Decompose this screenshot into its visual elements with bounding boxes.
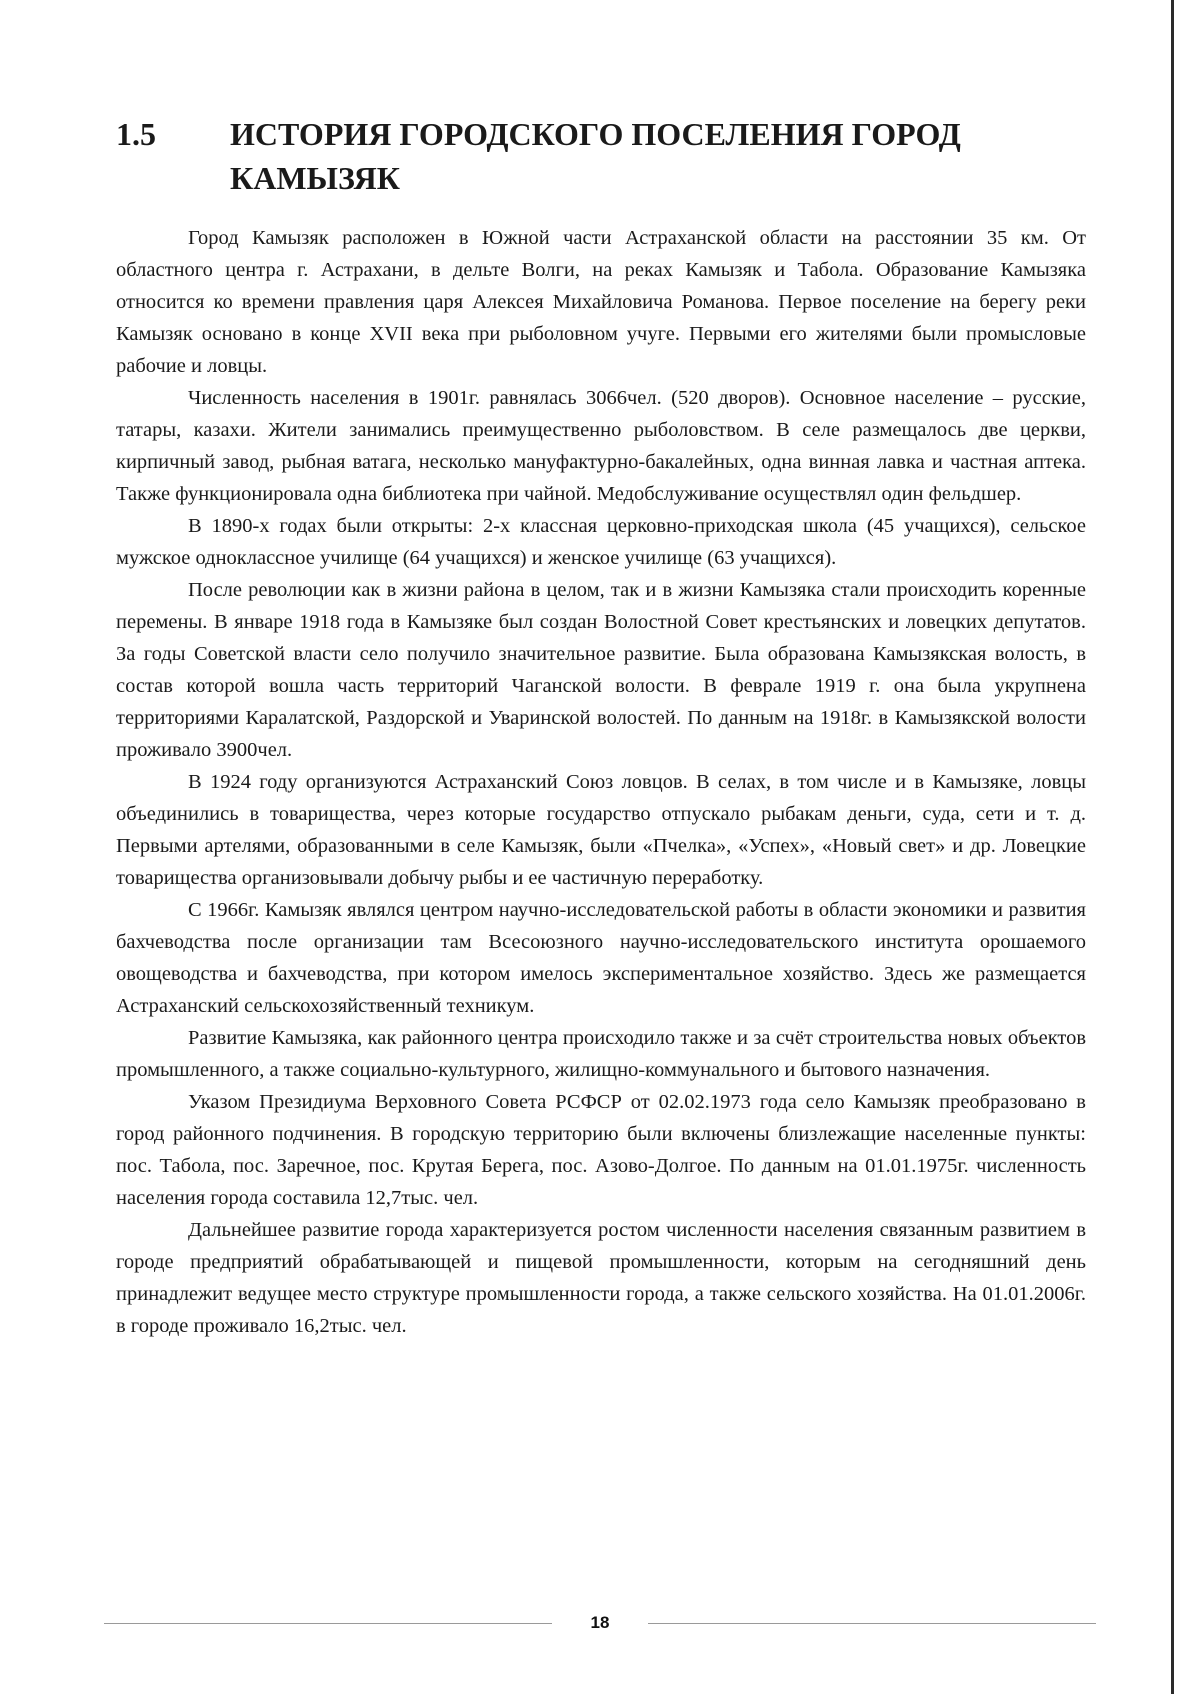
paragraph: После революции как в жизни района в целом, так и в жизни Камызяка стали происходить коренные перемены. В январе 1918 года в Камызяке был создан Волостной Совет крестьянских и ловецких депутатов. За годы Советской власти село получило значительное развитие. Была образована Камызякская волость, в состав которой вошла часть территорий Чаганской волости. В феврале 1919 г. она была укрупнена территориями Каралатской, Раздорской и Уваринской волостей. По данным на 1918г. в Камызякской волости проживало 3900чел. [116, 579, 1086, 761]
page-number: 18 [590, 1613, 610, 1632]
paragraph: В 1924 году организуются Астраханский Союз ловцов. В селах, в том числе и в Камызяке, ловцы объединились в товарищества, через которые государство отпускало рыбакам деньги, суда, сети и т. д. Первыми артелями, образованными в селе Камызяк, были «Пчелка», «Успех», «Новый свет» и др. Ловецкие товарищества организовывали добычу рыбы и ее частичную переработку. [116, 771, 1086, 889]
footer-rule-right [648, 1623, 1096, 1624]
paragraph: В 1890-х годах были открыты: 2-х классная церковно-приходская школа (45 учащихся), сельское мужское одноклассное училище (64 учащихся) и женское училище (63 учащихся). [116, 515, 1086, 569]
page-footer [104, 1604, 1096, 1644]
paragraph: Город Камызяк расположен в Южной части Астраханской области на расстоянии 35 км. От областного центра г. Астрахани, в дельте Волги, на реках Камызяк и Табола. Образование Камызяка относится ко времени правления царя Алексея Михайловича Романова. Первое поселение на берегу реки Камызяк основано в конце XVII века при рыболовном учуге. Первыми его жителями были промысловые рабочие и ловцы. [116, 227, 1086, 377]
paragraph: Дальнейшее развитие города характеризуется ростом численности населения связанным развитием в городе предприятий обрабатывающей и пищевой промышленности, которым на сегодняшний день принадлежит ведущее место структуре промышленности города, а также сельского хозяйства. На 01.01.2006г. в городе проживало 16,2тыс. чел. [116, 1219, 1086, 1337]
footer-rule-left [104, 1623, 552, 1624]
paragraph: Указом Президиума Верховного Совета РСФСР от 02.02.1973 года село Камызяк преобразовано в город районного подчинения. В городскую территорию были включены близлежащие населенные пункты: пос. Табола, пос. Заречное, пос. Крутая Берега, пос. Азово-Долгое. По данным на 01.01.1975г. численность населения города составила 12,7тыс. чел. [116, 1091, 1086, 1209]
section-title: ИСТОРИЯ ГОРОДСКОГО ПОСЕЛЕНИЯ ГОРОД КАМЫЗЯК [230, 116, 961, 196]
paragraph: Развитие Камызяка, как районного центра происходило также и за счёт строительства новых объектов промышленного, а также социально-культурного, жилищно-коммунального и бытового назначения. [116, 1027, 1086, 1081]
body-text [116, 222, 1086, 1342]
paragraph: С 1966г. Камызяк являлся центром научно-исследовательской работы в области экономики и развития бахчеводства после организации там Всесоюзного научно-исследовательского института орошаемого овощеводства и бахчеводства, при котором имелось экспериментальное хозяйство. Здесь же размещается Астраханский сельскохозяйственный техникум. [116, 899, 1086, 1017]
section-heading [116, 112, 1096, 200]
section-number: 1.5 [116, 116, 156, 152]
paragraph: Численность населения в 1901г. равнялась 3066чел. (520 дворов). Основное население – русские, татары, казахи. Жители занимались преимущественно рыболовством. В селе размещалось две церкви, кирпичный завод, рыбная ватага, несколько мануфактурно-бакалейных, одна винная лавка и частная аптека. Также функционировала одна библиотека при чайной. Медобслуживание осуществлял один фельдшер. [116, 387, 1086, 505]
